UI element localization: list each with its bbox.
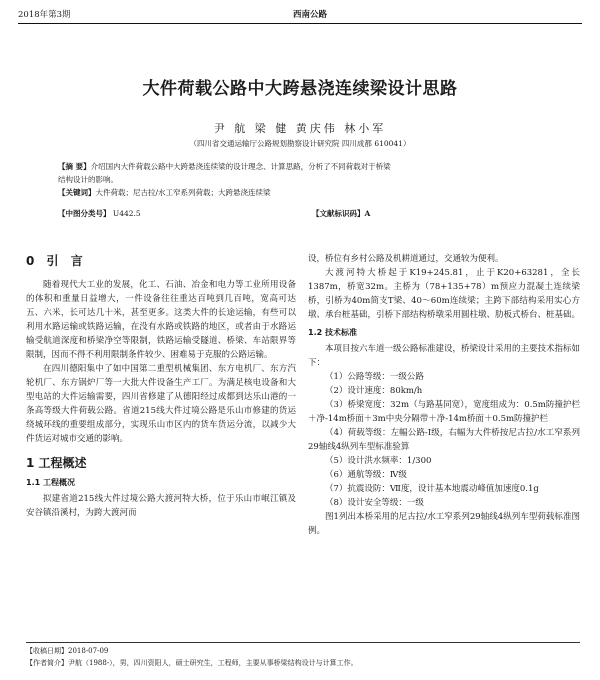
doc-code-value: A bbox=[364, 209, 371, 218]
abstract-line-2: 结构设计的影响。 bbox=[58, 175, 118, 184]
figure-reference-paragraph: 图1列出本桥采用的尼古拉/水工窄系列29轴线4纵列车型荷载标准图例。 bbox=[308, 512, 580, 536]
journal-name: 西南公路 bbox=[293, 10, 328, 20]
author-list: 尹 航 梁 健 黄庆伟 林小军 bbox=[213, 122, 387, 135]
section-0-heading: 0 引 言 bbox=[26, 254, 87, 268]
author-bio: 【作者简介】尹航（1988-），男，四川资阳人，硕士研究生，工程师，主要从事桥梁结构设计与计算工作。 bbox=[26, 659, 358, 667]
abstract-text-1: 介绍国内大件荷载公路中大跨悬浇连续梁的设计理念、计算思路，分析了不同荷载对于桥梁 bbox=[90, 162, 391, 171]
classification bbox=[58, 208, 141, 219]
section-1-heading: 1 工程概述 bbox=[26, 456, 87, 470]
standard-item: （4）荷载等级：左幅公路-I级，右幅为大件桥按尼古拉/水工窄系列29轴线4纵列车型标准验算 bbox=[308, 428, 580, 452]
left-column bbox=[26, 252, 296, 520]
keywords-text: 大件荷载；尼古拉/水工窄系列荷载；大跨悬浇连续梁 bbox=[95, 188, 271, 197]
issue-label: 2018年第3期 bbox=[18, 10, 71, 20]
intro-paragraph-1: 随着现代大工业的发展，化工、石油、冶金和电力等工业所用设备的体积和重量日益增大，一件设备往往重达百吨到几百吨，宽高可达五、六米，长可达几十米，甚至更多。这类大件的长途运输，有些可以利用水路运输或铁路运输，在没有水路或铁路的地区，或者由于水路运输受航道深度和桥梁净空等限制，铁路运输受隧道、桥梁、车站限界等限制，因而不得不利用限制条件较少、困难易于克服的公路运输。 bbox=[26, 280, 296, 360]
standard-item: （6）通航等级：Ⅳ级 bbox=[325, 470, 407, 480]
footnote bbox=[26, 642, 580, 669]
right-column bbox=[308, 252, 580, 538]
subsection-1-1-heading: 1.1 工程概况 bbox=[26, 478, 75, 487]
standard-item: （2）设计速度：80km/h bbox=[325, 386, 423, 396]
affiliation: （四川省交通运输厅公路规划勘察设计研究院 四川成都 610041） bbox=[189, 139, 411, 148]
standard-item: （3）桥梁宽度：32m（与路基同宽），宽度组成为：0.5m防撞护栏＋净-14m桥面＋3m中央分隔带＋净-14m桥面＋0.5m防撞护栏 bbox=[308, 400, 580, 424]
doc-code-label: 【文献标识码】 bbox=[312, 209, 365, 218]
paper-title: 大件荷载公路中大跨悬浇连续梁设计思路 bbox=[142, 79, 458, 99]
classification-label: 【中图分类号】 bbox=[58, 209, 111, 218]
running-header bbox=[18, 6, 582, 24]
standard-item: （5）设计洪水频率：1/300 bbox=[325, 456, 432, 466]
keywords-line bbox=[58, 186, 544, 199]
intro-paragraph-2: 在四川德阳集中了如中国第二重型机械集团、东方电机厂、东方汽轮机厂、东方锅炉厂等一大批大件设备生产工厂。为满足核电设备和大型电站的大件运输需要，四川省修建了从德阳经过成都到达乐山港的一条高等级大件荷载公路。省道215线大件过境公路是乐山市修建的货运绕城环线的重要组成部分，实现乐山市区内的货车货运分流，以减少大件货运对城市交通的影响。 bbox=[26, 364, 296, 444]
keywords-label: 【关键词】 bbox=[58, 188, 96, 197]
standard-item: （8）设计安全等级：一级 bbox=[325, 498, 424, 508]
standard-item: （1）公路等级：一级公路 bbox=[325, 372, 424, 382]
received-date: 【收稿日期】2018-07-09 bbox=[26, 647, 109, 655]
project-overview-paragraph: 拟建省道215线大件过境公路大渡河特大桥，位于乐山市岷江镇及安谷镇沿溪村，为跨大渡河而 bbox=[26, 494, 296, 518]
bridge-description-paragraph: 大渡河特大桥起于K19+245.81，止于K20+63281，全长1387m，桥宽32m。主桥为（78+135+78）m预应力混凝土连续梁桥，引桥为40m简支T梁、40～60m连续梁；主跨下部结构采用实心方墩、承台桩基础，引桥下部结构桥墩采用圆柱墩、肋板式桥台、桩基础。 bbox=[308, 268, 581, 320]
subsection-1-2-heading: 1.2 技术标准 bbox=[308, 328, 357, 337]
classification-value: U442.5 bbox=[112, 209, 141, 218]
abstract-line-1 bbox=[58, 160, 544, 173]
abstract-block bbox=[58, 160, 544, 199]
abstract-label: 【摘 要】 bbox=[58, 162, 91, 171]
overview-continued: 设，桥位有乡村公路及机耕道通过，交通较为便利。 bbox=[308, 254, 504, 264]
standards-intro: 本项目按六车道一级公路标准建设，桥梁设计采用的主要技术指标如下： bbox=[308, 344, 581, 368]
document-code bbox=[312, 208, 370, 219]
standard-item: （7）抗震设防：Ⅶ度，设计基本地震动峰值加速度0.1g bbox=[325, 484, 539, 494]
